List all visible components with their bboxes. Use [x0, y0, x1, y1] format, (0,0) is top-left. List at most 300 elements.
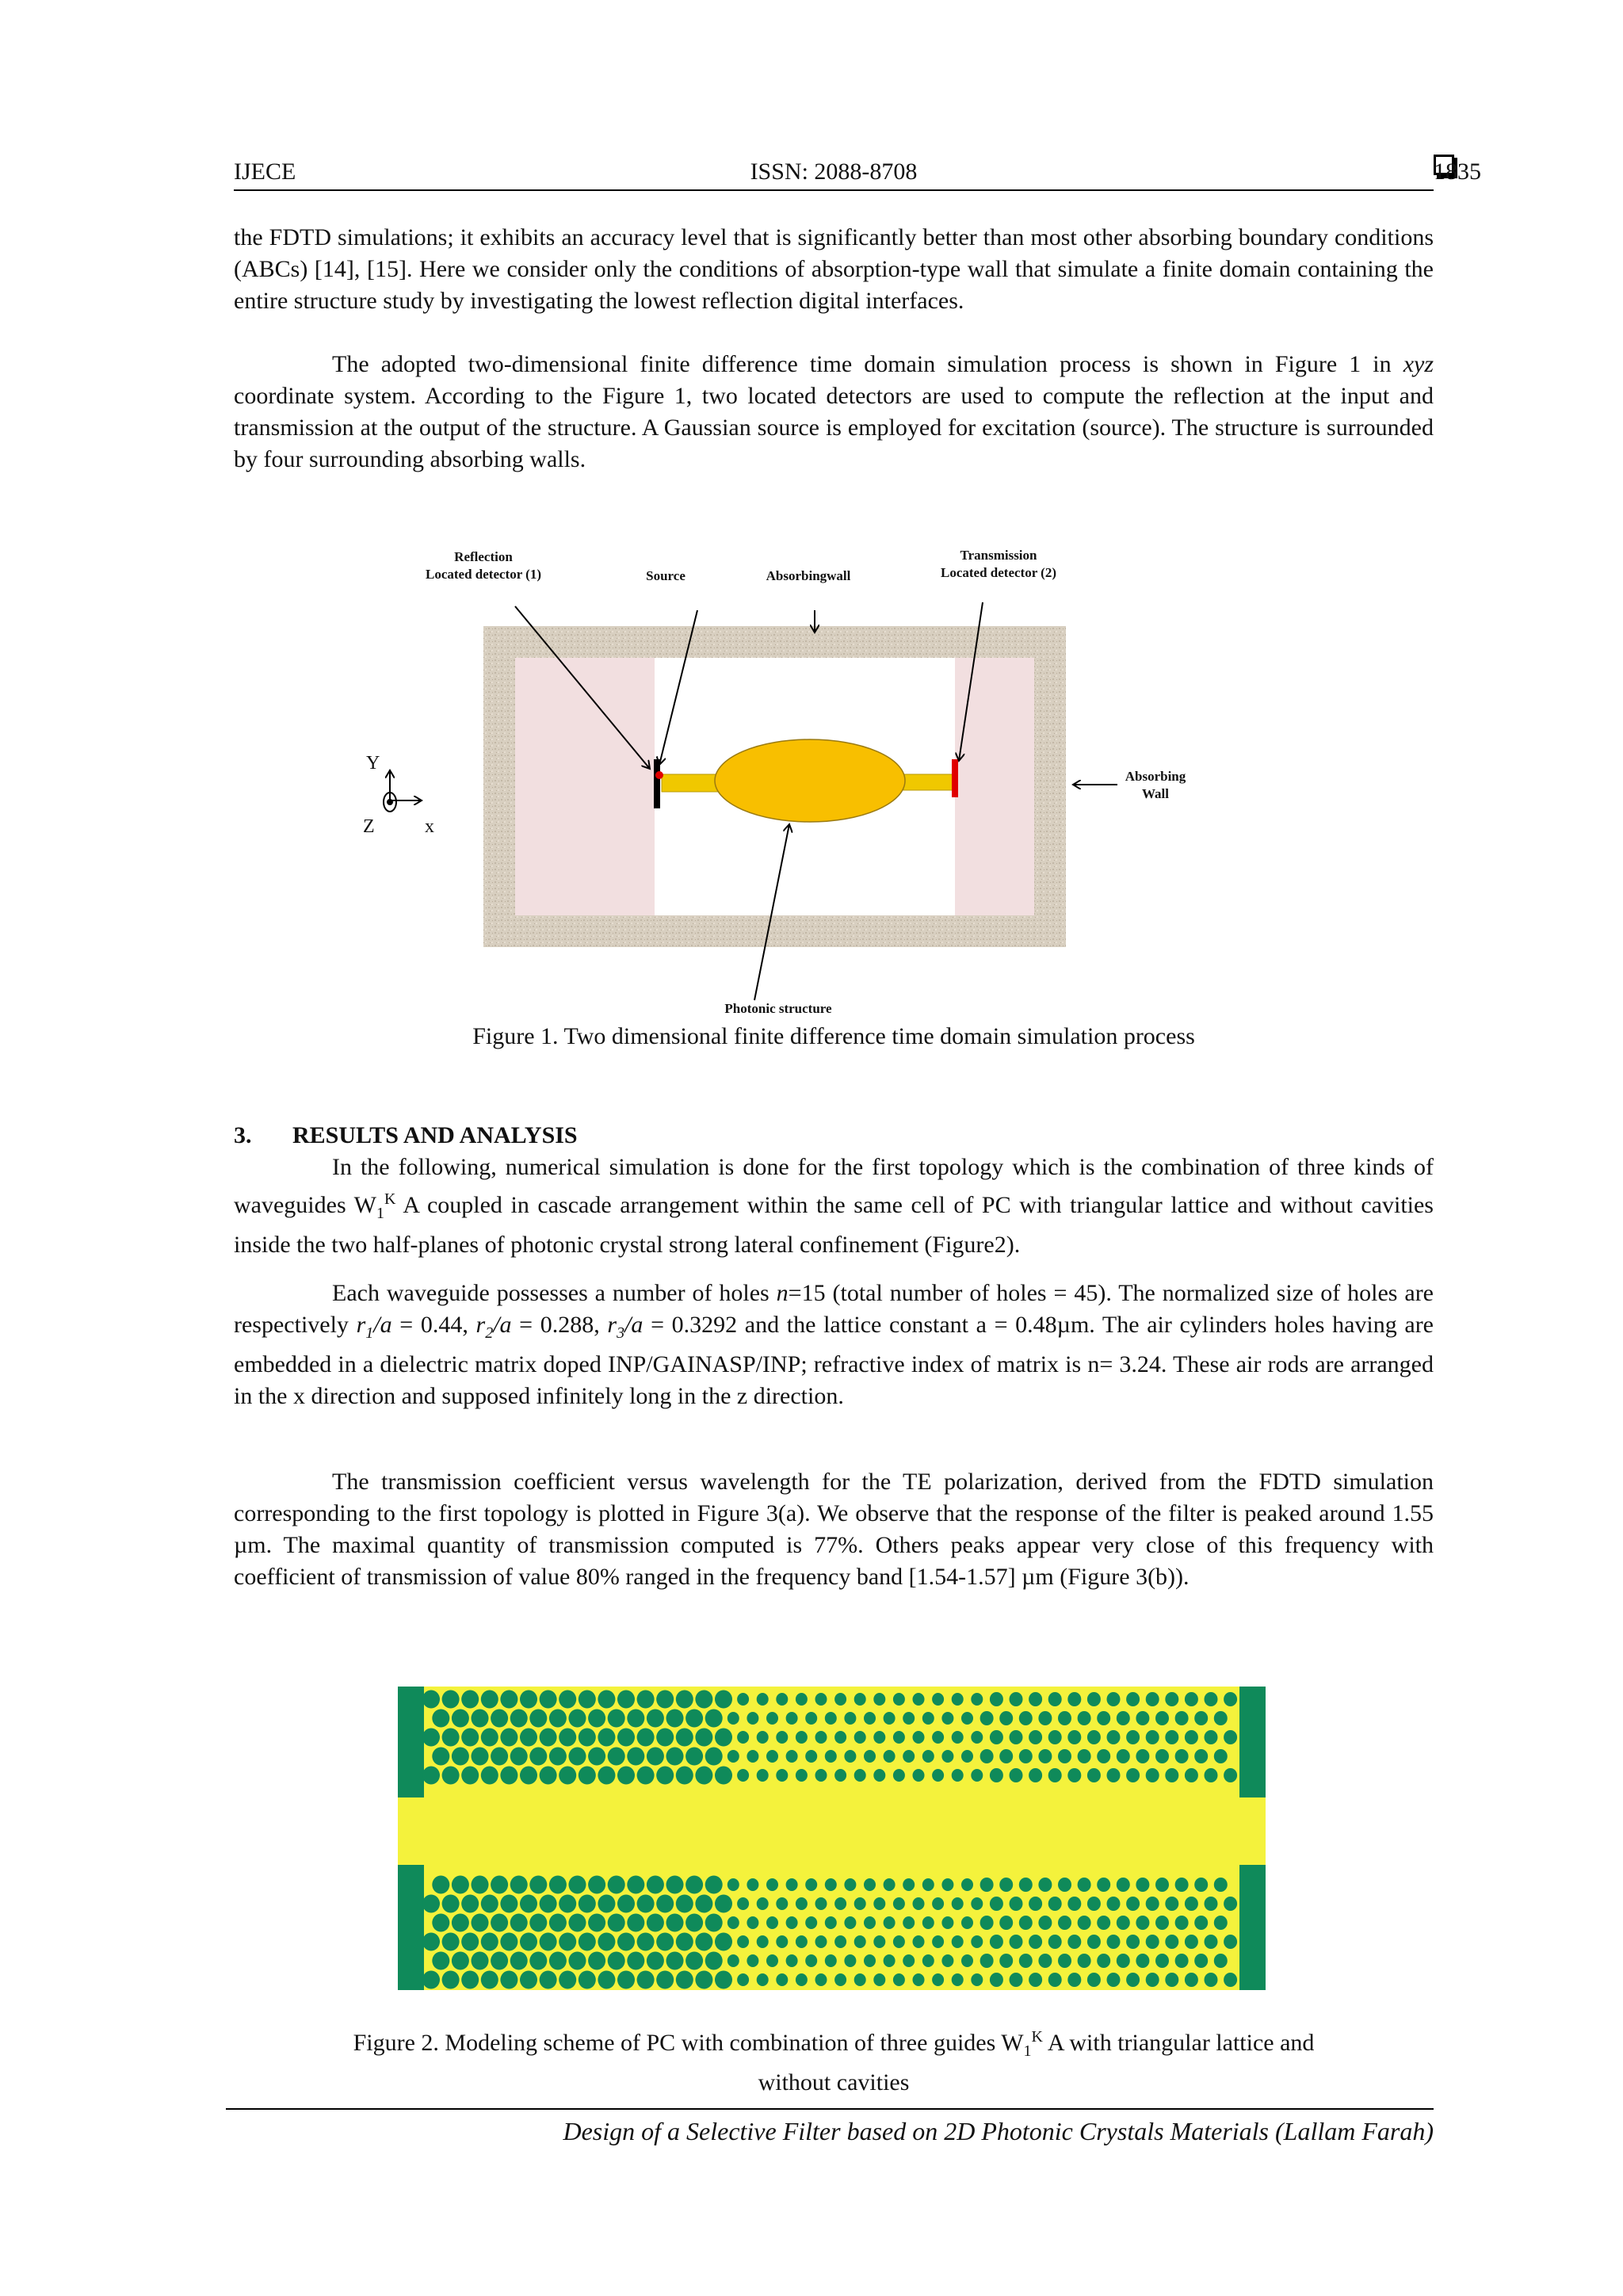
air-hole	[776, 1731, 788, 1744]
air-hole	[999, 1711, 1013, 1725]
edge-right-top	[1239, 1687, 1266, 1797]
air-hole	[520, 1895, 537, 1913]
air-hole	[1019, 1711, 1033, 1725]
air-hole	[913, 1973, 925, 1986]
air-hole	[491, 1914, 508, 1932]
air-hole	[1214, 1916, 1228, 1930]
air-hole	[579, 1690, 596, 1709]
air-hole	[737, 1769, 749, 1782]
air-hole	[1067, 1973, 1081, 1987]
input-waveguide	[662, 774, 720, 792]
air-hole	[903, 1878, 915, 1891]
label-absorbing-wall-top: Absorbingwall	[766, 568, 851, 583]
air-hole	[1155, 1711, 1169, 1725]
air-hole	[815, 1769, 827, 1782]
air-hole	[1067, 1897, 1081, 1911]
air-hole	[990, 1897, 1003, 1911]
air-hole	[617, 1690, 635, 1709]
air-hole	[491, 1876, 508, 1894]
air-hole	[932, 1973, 944, 1986]
axis-y-label: Y	[366, 753, 380, 774]
label-located-detector-2: Located detector (2)	[940, 565, 1057, 580]
air-hole	[666, 1952, 684, 1970]
air-hole	[893, 1769, 905, 1782]
air-hole	[598, 1895, 615, 1913]
air-hole	[854, 1935, 866, 1948]
air-hole	[1058, 1916, 1071, 1930]
air-hole	[913, 1731, 925, 1744]
air-hole	[815, 1897, 827, 1910]
air-hole	[873, 1731, 885, 1744]
air-hole	[971, 1731, 983, 1744]
air-hole	[529, 1748, 547, 1766]
air-hole	[932, 1897, 944, 1910]
edge-right-bottom	[1239, 1865, 1266, 1990]
air-hole	[510, 1876, 528, 1894]
air-hole	[676, 1895, 693, 1913]
air-hole	[500, 1690, 517, 1709]
air-hole	[627, 1710, 644, 1728]
air-hole	[1029, 1897, 1042, 1911]
air-hole	[432, 1914, 449, 1932]
air-hole	[864, 1712, 876, 1725]
air-hole	[685, 1710, 703, 1728]
air-hole	[952, 1769, 964, 1782]
air-hole	[747, 1954, 758, 1967]
air-hole	[569, 1876, 586, 1894]
p4-e: = 0.3292 and the lattice constant a = 0.48µm. The air cylinders holes having are embedded in a dielectric matrix doped INP/GAINASP/INP; refractive index of matrix is n= 3.24. These air rods are arranged in the x direction and supposed infinitely long in the z direction.	[234, 1312, 1434, 1409]
air-hole	[1087, 1730, 1101, 1744]
air-hole	[588, 1952, 605, 1970]
air-hole	[540, 1971, 557, 1989]
paragraph-2-text-a: The adopted two-dimensional finite difference time domain simulation process is shown in Figure 1 in	[332, 351, 1403, 377]
pml-right	[955, 658, 1034, 915]
air-hole	[432, 1748, 449, 1766]
air-hole	[1136, 1878, 1149, 1892]
p4-r1-a: /a	[373, 1312, 392, 1338]
air-hole	[1224, 1768, 1237, 1782]
air-hole	[549, 1952, 567, 1970]
air-hole	[766, 1712, 778, 1725]
paragraph-3-text-a: In the following, numerical simulation is done for the first topology which is the combination of three kinds of waveguides W	[234, 1154, 1434, 1218]
air-hole	[854, 1973, 866, 1986]
air-hole	[1048, 1897, 1062, 1911]
air-hole	[1224, 1973, 1237, 1987]
paragraph-2-xyz: xyz	[1403, 351, 1434, 377]
air-hole	[747, 1878, 758, 1891]
air-hole	[1010, 1897, 1023, 1911]
p4-r3-sub: 3	[617, 1324, 625, 1342]
air-hole	[844, 1954, 856, 1967]
air-hole	[647, 1748, 664, 1766]
air-hole	[559, 1933, 576, 1951]
air-hole	[442, 1933, 460, 1951]
air-hole	[608, 1876, 625, 1894]
air-hole	[922, 1712, 934, 1725]
air-hole	[1185, 1768, 1198, 1782]
transmission-detector	[952, 759, 958, 797]
air-hole	[961, 1954, 973, 1967]
air-hole	[834, 1693, 846, 1706]
air-hole	[481, 1690, 498, 1709]
air-hole	[990, 1692, 1003, 1706]
air-hole	[627, 1748, 644, 1766]
air-hole	[796, 1693, 808, 1706]
air-hole	[999, 1916, 1013, 1930]
air-hole	[1087, 1935, 1101, 1949]
air-hole	[1097, 1916, 1110, 1930]
p4-c: = 0.44,	[391, 1312, 476, 1338]
figure-2-photonic-crystal	[398, 1687, 1266, 1990]
air-hole	[705, 1710, 723, 1728]
air-hole	[422, 1729, 440, 1747]
air-hole	[1038, 1954, 1052, 1968]
air-hole	[971, 1693, 983, 1706]
air-hole	[1010, 1768, 1023, 1782]
air-hole	[1097, 1711, 1110, 1725]
air-hole	[598, 1933, 615, 1951]
air-hole	[1067, 1768, 1081, 1782]
air-hole	[1194, 1954, 1208, 1968]
air-hole	[952, 1731, 964, 1744]
air-hole	[922, 1750, 934, 1763]
air-hole	[873, 1897, 885, 1910]
label-reflection: Reflection	[454, 549, 513, 564]
air-hole	[864, 1916, 876, 1929]
air-hole	[873, 1769, 885, 1782]
paragraph-1: the FDTD simulations; it exhibits an accuracy level that is significantly better than most other absorbing boundary conditions (ABCs) [14], [15]. Here we consider only the conditions of absorption-type wall that simulate a finite domain containing the entire structure study by investigating the lowest reflection digital interfaces.	[234, 224, 1434, 314]
air-hole	[1205, 1692, 1218, 1706]
air-hole	[442, 1729, 460, 1747]
air-hole	[884, 1916, 896, 1929]
air-hole	[549, 1876, 567, 1894]
air-hole	[1146, 1973, 1159, 1987]
air-hole	[1165, 1692, 1178, 1706]
air-hole	[549, 1710, 567, 1728]
air-hole	[1214, 1954, 1228, 1968]
air-hole	[766, 1878, 778, 1891]
air-hole	[893, 1935, 905, 1948]
air-hole	[1010, 1730, 1023, 1744]
fig2-caption-sup: K	[1031, 2028, 1043, 2046]
air-hole	[472, 1748, 489, 1766]
p4-n: n	[776, 1280, 789, 1306]
air-hole	[481, 1895, 498, 1913]
air-hole	[1010, 1692, 1023, 1706]
air-hole	[825, 1878, 837, 1891]
air-hole	[786, 1954, 798, 1967]
air-hole	[893, 1693, 905, 1706]
p4-r3: r	[607, 1312, 617, 1338]
air-hole	[922, 1954, 934, 1967]
air-hole	[452, 1710, 469, 1728]
air-hole	[705, 1876, 723, 1894]
air-hole	[598, 1690, 615, 1709]
air-hole	[481, 1767, 498, 1785]
air-hole	[727, 1916, 739, 1929]
air-hole	[796, 1935, 808, 1948]
air-hole	[1058, 1749, 1071, 1763]
air-hole	[588, 1748, 605, 1766]
air-hole	[864, 1878, 876, 1891]
air-hole	[990, 1730, 1003, 1744]
air-hole	[1107, 1768, 1121, 1782]
p4-b: =15 (total number of holes = 45). The normalized size of holes are respectively	[234, 1280, 1434, 1338]
air-hole	[737, 1935, 749, 1948]
source-point	[655, 771, 663, 779]
reflection-detector	[654, 759, 660, 808]
air-hole	[1205, 1973, 1218, 1987]
air-hole	[999, 1878, 1013, 1892]
air-hole	[491, 1952, 508, 1970]
air-hole	[656, 1767, 674, 1785]
air-hole	[884, 1750, 896, 1763]
air-hole	[757, 1935, 769, 1948]
air-hole	[1165, 1973, 1178, 1987]
label-located-detector-1: Located detector (1)	[425, 567, 542, 582]
air-hole	[747, 1750, 758, 1763]
air-hole	[1067, 1692, 1081, 1706]
air-hole	[472, 1876, 489, 1894]
air-hole	[757, 1973, 769, 1986]
air-hole	[500, 1933, 517, 1951]
air-hole	[747, 1712, 758, 1725]
air-hole	[1165, 1730, 1178, 1744]
air-hole	[559, 1690, 576, 1709]
air-hole	[540, 1933, 557, 1951]
air-hole	[442, 1690, 460, 1709]
air-hole	[1224, 1935, 1237, 1949]
output-waveguide	[903, 774, 953, 790]
air-hole	[727, 1712, 739, 1725]
air-hole	[834, 1973, 846, 1986]
air-hole	[422, 1933, 440, 1951]
p4-r2-sub: 2	[485, 1324, 494, 1342]
air-hole	[941, 1878, 953, 1891]
air-hole	[1067, 1730, 1081, 1744]
air-hole	[422, 1971, 440, 1989]
air-hole	[432, 1952, 449, 1970]
air-hole	[1214, 1711, 1228, 1725]
air-hole	[1019, 1916, 1033, 1930]
fig2-caption-b: A with triangular lattice and	[1043, 2030, 1315, 2056]
air-hole	[884, 1712, 896, 1725]
air-hole	[520, 1729, 537, 1747]
air-hole	[786, 1878, 798, 1891]
air-hole	[705, 1914, 723, 1932]
label-transmission: Transmission	[960, 548, 1037, 563]
air-hole	[727, 1878, 739, 1891]
air-hole	[472, 1710, 489, 1728]
air-hole	[999, 1954, 1013, 1968]
p4-r2-a: /a	[493, 1312, 512, 1338]
label-photonic-structure: Photonic structure	[724, 1001, 832, 1016]
air-hole	[893, 1731, 905, 1744]
air-hole	[776, 1769, 788, 1782]
air-hole	[1107, 1692, 1121, 1706]
air-hole	[627, 1914, 644, 1932]
air-hole	[1205, 1768, 1218, 1782]
air-hole	[549, 1914, 567, 1932]
air-hole	[1194, 1916, 1208, 1930]
air-hole	[540, 1690, 557, 1709]
p4-r3-a: /a	[624, 1312, 643, 1338]
air-hole	[1058, 1711, 1071, 1725]
air-hole	[757, 1693, 769, 1706]
air-hole	[676, 1971, 693, 1989]
air-hole	[1146, 1935, 1159, 1949]
figure-1-caption: Figure 1. Two dimensional finite difference time domain simulation process	[472, 1023, 1195, 1049]
air-hole	[637, 1933, 655, 1951]
paragraph-4	[234, 1278, 1434, 1412]
air-hole	[903, 1954, 915, 1967]
air-hole	[952, 1693, 964, 1706]
air-hole	[796, 1731, 808, 1744]
air-hole	[825, 1712, 837, 1725]
air-hole	[715, 1767, 732, 1785]
p4-r2: r	[475, 1312, 486, 1338]
air-hole	[815, 1693, 827, 1706]
air-hole	[1185, 1973, 1198, 1987]
page-header	[234, 155, 1481, 191]
air-hole	[1038, 1916, 1052, 1930]
air-hole	[922, 1878, 934, 1891]
air-hole	[637, 1690, 655, 1709]
air-hole	[786, 1750, 798, 1763]
air-hole	[608, 1748, 625, 1766]
air-hole	[1107, 1730, 1121, 1744]
air-hole	[1224, 1897, 1237, 1911]
air-hole	[786, 1712, 798, 1725]
air-hole	[834, 1897, 846, 1910]
air-hole	[1126, 1730, 1140, 1744]
air-hole	[676, 1767, 693, 1785]
air-hole	[971, 1769, 983, 1782]
air-hole	[825, 1750, 837, 1763]
air-hole	[990, 1935, 1003, 1949]
air-hole	[884, 1954, 896, 1967]
air-hole	[980, 1749, 994, 1763]
air-hole	[598, 1729, 615, 1747]
air-hole	[1107, 1935, 1121, 1949]
air-hole	[1205, 1935, 1218, 1949]
air-hole	[481, 1729, 498, 1747]
air-hole	[961, 1712, 973, 1725]
air-hole	[1078, 1749, 1091, 1763]
air-hole	[656, 1971, 674, 1989]
air-hole	[766, 1954, 778, 1967]
air-hole	[757, 1897, 769, 1910]
air-hole	[452, 1876, 469, 1894]
air-hole	[834, 1769, 846, 1782]
air-hole	[1126, 1897, 1140, 1911]
photonic-structure	[715, 739, 905, 822]
air-hole	[1117, 1916, 1130, 1930]
air-hole	[1117, 1878, 1130, 1892]
air-hole	[952, 1897, 964, 1910]
air-hole	[1194, 1749, 1208, 1763]
air-hole	[1019, 1749, 1033, 1763]
air-hole	[1019, 1954, 1033, 1968]
air-hole	[1078, 1711, 1091, 1725]
paragraph-2-text-b: coordinate system. According to the Figure 1, two located detectors are used to compute the reflection at the input and transmission at the output of the structure. A Gaussian source is employed for excitation (source). The structure is surrounded by four surrounding absorbing walls.	[234, 383, 1434, 472]
air-hole	[617, 1767, 635, 1785]
air-hole	[1087, 1768, 1101, 1782]
air-hole	[844, 1712, 856, 1725]
air-hole	[737, 1973, 749, 1986]
air-hole	[1126, 1935, 1140, 1949]
air-hole	[1185, 1692, 1198, 1706]
air-hole	[715, 1971, 732, 1989]
air-hole	[854, 1769, 866, 1782]
air-hole	[481, 1933, 498, 1951]
air-hole	[1205, 1897, 1218, 1911]
air-hole	[559, 1767, 576, 1785]
air-hole	[815, 1935, 827, 1948]
air-hole	[442, 1895, 460, 1913]
air-hole	[747, 1916, 758, 1929]
air-hole	[913, 1897, 925, 1910]
air-hole	[971, 1935, 983, 1948]
air-hole	[815, 1731, 827, 1744]
air-hole	[1117, 1749, 1130, 1763]
air-hole	[656, 1933, 674, 1951]
air-hole	[461, 1690, 479, 1709]
air-hole	[608, 1914, 625, 1932]
air-hole	[461, 1729, 479, 1747]
air-hole	[1214, 1749, 1228, 1763]
air-hole	[1165, 1935, 1178, 1949]
air-hole	[520, 1690, 537, 1709]
air-hole	[617, 1971, 635, 1989]
air-hole	[737, 1897, 749, 1910]
air-hole	[461, 1767, 479, 1785]
air-hole	[961, 1916, 973, 1929]
air-hole	[579, 1767, 596, 1785]
air-hole	[913, 1769, 925, 1782]
air-hole	[1048, 1768, 1062, 1782]
air-hole	[1019, 1878, 1033, 1892]
air-hole	[647, 1952, 664, 1970]
air-hole	[715, 1933, 732, 1951]
air-hole	[442, 1767, 460, 1785]
air-hole	[1097, 1954, 1110, 1968]
air-hole	[579, 1971, 596, 1989]
air-hole	[647, 1914, 664, 1932]
air-hole	[1146, 1768, 1159, 1782]
air-hole	[1175, 1749, 1189, 1763]
air-hole	[1067, 1935, 1081, 1949]
fig2-caption-line2: without cavities	[758, 2069, 910, 2095]
air-hole	[452, 1748, 469, 1766]
air-hole	[884, 1878, 896, 1891]
air-hole	[1185, 1935, 1198, 1949]
air-hole	[1010, 1935, 1023, 1949]
air-hole	[500, 1767, 517, 1785]
air-hole	[1029, 1730, 1042, 1744]
air-hole	[864, 1750, 876, 1763]
air-hole	[834, 1935, 846, 1948]
air-hole	[617, 1729, 635, 1747]
air-hole	[844, 1916, 856, 1929]
air-hole	[569, 1952, 586, 1970]
air-hole	[540, 1767, 557, 1785]
air-hole	[461, 1895, 479, 1913]
air-hole	[1175, 1711, 1189, 1725]
air-hole	[588, 1914, 605, 1932]
journal-name: IJECE	[234, 159, 296, 185]
air-hole	[1058, 1878, 1071, 1892]
